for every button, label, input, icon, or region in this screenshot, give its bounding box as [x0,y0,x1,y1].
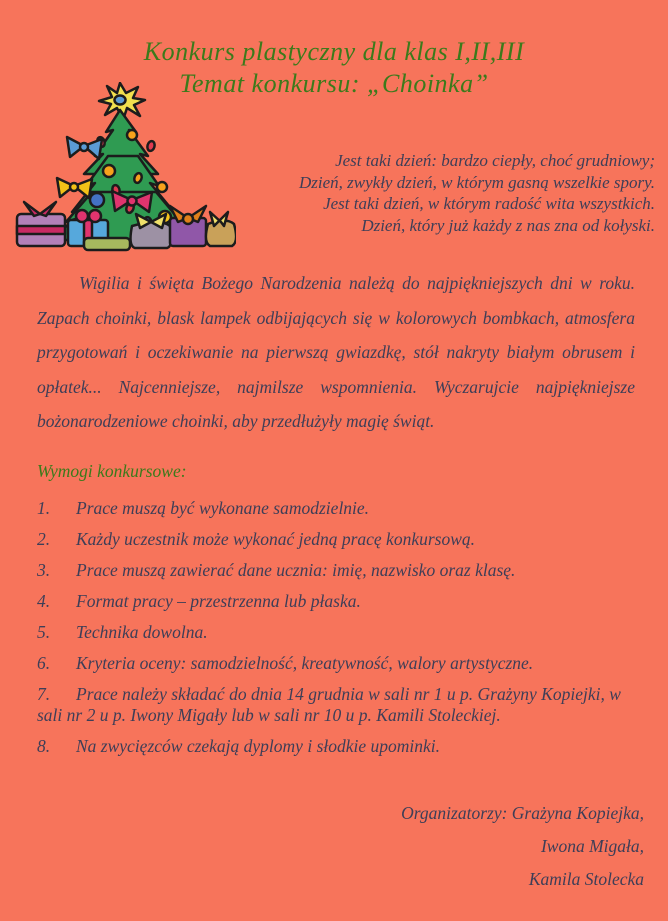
list-item [37,622,638,643]
gift-tan-sack [206,212,236,246]
poem-line: Dzień, który już każdy z nas zna od kołyski. [361,215,655,235]
yellow-bow [57,178,92,198]
list-item-number: 5. [37,621,51,642]
list-item-text: Prace muszą zawierać dane ucznia: imię, nazwisko oraz klasę. [76,559,516,580]
gift-purple-orange-bow [170,206,206,246]
list-item-number: 4. [37,590,51,611]
intro-paragraph: Wigilia i święta Bożego Narodzenia należą do najpiękniejszych dni w roku. Zapach choinki, blask lampek odbijających się w kolorowych bombkach, atmosfera przygotowań i oczekiwanie na pierwszą gwiazdkę, stół nakryty białym obrusem i opłatek... Najcenniejsze, najmilsze wspomnienia. Wyczarujcie najpiękniejsze bożonarodzeniowe choinki, aby przedłużyły magię świąt. [37,273,635,431]
poem-line: Jest taki dzień, w którym radość wita wszystkich. [323,194,655,213]
list-item [37,498,638,519]
list-item-number: 8. [37,735,51,756]
title-line-2: Temat konkursu: „Choinka” [179,69,489,98]
list-item-text: Prace należy składać do dnia 14 grudnia w sali nr 1 u p. Grażyny Kopiejki, w sali nr 2 u p. Iwony Migały lub w sali nr 10 u p. Kamili Stoleckiej. [37,683,621,725]
poem-line: Dzień, zwykły dzień, w którym gasną wszelkie spory. [298,172,655,192]
requirements-list [37,498,638,757]
list-item-number: 1. [37,497,51,518]
gift-purple-left [17,202,65,246]
blue-bow [67,137,102,159]
list-item [37,591,638,612]
organizers-line: Iwona Migała, [540,835,644,856]
list-item-text: Kryteria oceny: samodzielność, kreatywność, walory artystyczne. [76,652,534,673]
list-item-text: Każdy uczestnik może wykonać jedną pracę konkursową. [76,528,476,549]
gift-green-flat [84,238,130,250]
list-item-number: 2. [37,528,51,549]
list-item-text: Prace muszą być wykonane samodzielnie. [76,497,370,518]
list-item-number: 3. [37,559,51,580]
list-item [37,684,638,726]
organizers-line: Kamila Stolecka [528,868,644,889]
requirements-heading: Wymogi konkursowe: [37,460,187,481]
title-line-1: Konkurs plastyczny dla klas I,II,III [143,37,525,66]
list-item-text: Na zwycięzców czekają dyplomy i słodkie upominki. [76,735,441,756]
list-item [37,529,638,550]
list-item [37,653,638,674]
list-item [37,560,638,581]
christmas-tree-illustration [12,82,236,252]
list-item-text: Technika dowolna. [76,621,208,642]
poem-line: Jest taki dzień: bardzo ciepły, choć grudniowy; [335,151,655,170]
list-item [37,736,638,757]
list-item-number: 7. [37,683,51,704]
list-item-text: Format pracy – przestrzenna lub płaska. [76,590,361,611]
organizers-line: Organizatorzy: Grażyna Kopiejka, [401,802,644,823]
organizers [0,797,668,896]
list-item-number: 6. [37,652,51,673]
